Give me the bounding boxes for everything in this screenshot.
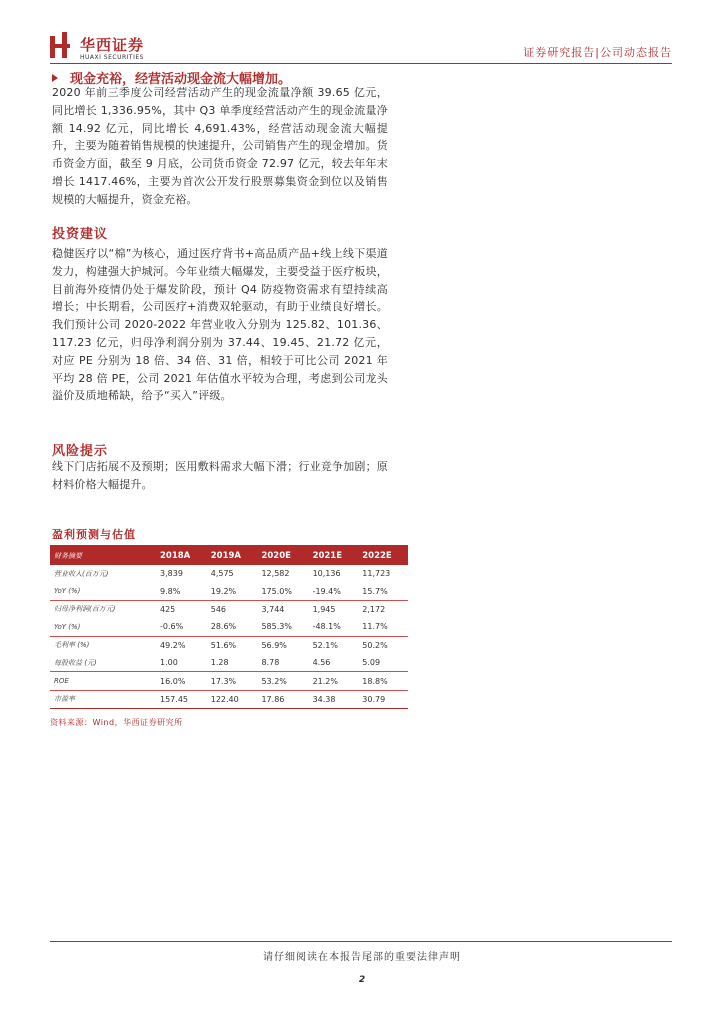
- table-row: [50, 565, 408, 582]
- financial-forecast-table: [50, 545, 408, 709]
- table-row: [50, 618, 408, 636]
- table-cell: 15.7%: [362, 586, 388, 596]
- row-label: 营业收入(百万元): [54, 569, 109, 578]
- row-label: 市盈率: [50, 690, 156, 708]
- table-title: 盈利预测与估值: [52, 528, 136, 541]
- table-cell: 425: [156, 600, 207, 618]
- table-cell: 16.0%: [156, 672, 207, 690]
- table-cell: 3,744: [257, 600, 308, 618]
- table-header-year: 2021E: [309, 546, 359, 565]
- table-source: 资料来源：Wind，华西证券研究所: [50, 718, 183, 727]
- table-cell: 8.78: [261, 658, 280, 668]
- table-cell: 17.86: [257, 690, 308, 708]
- risk-title: 风险提示: [52, 444, 109, 459]
- table-cell: 12,582: [261, 569, 290, 579]
- table-cell: 4.56: [312, 658, 331, 668]
- table-cell: 53.2%: [257, 672, 308, 690]
- row-label: YoY (%): [54, 587, 81, 596]
- table-cell: 546: [207, 600, 258, 618]
- table-cell: 56.9%: [257, 636, 308, 654]
- table-cell: 5.09: [362, 658, 381, 668]
- table-cell: 19.2%: [210, 586, 237, 596]
- table-cell: 4,575: [210, 569, 234, 579]
- table-cell: 21.2%: [309, 672, 359, 690]
- table-row: [50, 582, 408, 600]
- table-row: [50, 636, 408, 654]
- table-header-row: [50, 546, 408, 565]
- invest-title: 投资建议: [52, 227, 109, 242]
- row-label: 归母净利润(百万元): [50, 600, 156, 618]
- row-label: 每股收益 (元): [54, 658, 97, 667]
- invest-paragraph: 稳健医疗以“棉”为核心，通过医疗背书+高品质产品+线上线下渠道发力，构建强大护城河。今年业绩大幅爆发，主要受益于医疗板块，目前海外疫情仍处于爆发阶段，预计 Q4 防疫物资需求有望持续高增长；中长期看，公司医疗+消费双轮驱动，有助于业绩良好增长。我们预计公司 2020-2022 年营业收入分别为 125.82、101.36、117.23 亿元，归母净利润分别为 37.44、19.45、21.72 亿元，对应 PE 分别为 18 倍、34 倍、31 倍，相较于可比公司 2021 年平均 28 倍 PE，公司 2021 年估值水平较为合理，考虑到公司龙头溢价及质地稀缺，给予“买入”评级。: [52, 247, 388, 403]
- table-cell: 2,172: [358, 600, 408, 618]
- table-row: [50, 600, 408, 618]
- row-label: YoY (%): [54, 622, 81, 631]
- brand-name-cn: 华西证券: [80, 36, 145, 54]
- table-cell: 10,136: [312, 569, 341, 579]
- row-label: ROE: [50, 672, 156, 690]
- table-cell: 28.6%: [210, 622, 237, 632]
- table-header-label: 财务摘要: [50, 546, 156, 565]
- table-header-year: 2019A: [207, 546, 258, 565]
- table-header-year: 2018A: [156, 546, 207, 565]
- table-cell: 157.45: [156, 690, 207, 708]
- report-type: 证券研究报告|公司动态报告: [523, 46, 672, 59]
- row-label: 毛利率 (%): [50, 636, 156, 654]
- table-cell: -0.6%: [160, 622, 184, 632]
- huaxi-logo-icon: [50, 32, 70, 58]
- table-cell: 3,839: [160, 569, 183, 579]
- bullet-triangle-icon: [52, 74, 58, 82]
- table-cell: 1,945: [309, 600, 359, 618]
- table-cell: 11,723: [362, 569, 391, 579]
- table-cell: -48.1%: [312, 622, 341, 632]
- table-cell: 1.00: [160, 658, 178, 668]
- table-cell: 18.8%: [358, 672, 408, 690]
- table-cell: 1.28: [210, 658, 229, 668]
- table-header-year: 2022E: [358, 546, 408, 565]
- risk-paragraph: 线下门店拓展不及预期；医用敷料需求大幅下滑；行业竞争加剧；原材料价格大幅提升。: [52, 460, 388, 491]
- table-row: [50, 654, 408, 672]
- header-divider: [50, 63, 672, 64]
- table-cell: 52.1%: [309, 636, 359, 654]
- table-cell: 50.2%: [358, 636, 408, 654]
- cash-heading-text: 现金充裕，经营活动现金流大幅增加。: [70, 72, 292, 87]
- table-header-year: 2020E: [257, 546, 308, 565]
- table-cell: 585.3%: [261, 622, 292, 632]
- table-cell: 9.8%: [160, 586, 181, 596]
- table-cell: -19.4%: [312, 586, 341, 596]
- table-row: [50, 672, 408, 690]
- table-cell: 122.40: [207, 690, 258, 708]
- cash-paragraph: 2020 年前三季度公司经营活动产生的现金流量净额 39.65 亿元，同比增长 1,336.95%，其中 Q3 单季度经营活动产生的现金流量净额 14.92 亿元，同比增长 4,691.43%，经营活动现金流大幅提升，主要为随着销售规模的快速提升，公司销售产生的现金增加。货币资金方面，截至 9 月底，公司货币资金 72.97 亿元，较去年年末增长 1417.46%，主要为首次公开发行股票募集资金到位以及销售规模的大幅提升，资金充裕。: [52, 86, 388, 206]
- table-row: [50, 690, 408, 708]
- table-cell: 34.38: [309, 690, 359, 708]
- table-cell: 175.0%: [261, 586, 292, 596]
- legal-notice: 请仔细阅读在本报告尾部的重要法律声明: [263, 952, 461, 963]
- table-cell: 51.6%: [207, 636, 258, 654]
- table-cell: 17.3%: [207, 672, 258, 690]
- table-cell: 49.2%: [156, 636, 207, 654]
- table-cell: 11.7%: [362, 622, 388, 632]
- brand-name-en: HUAXI SECURITIES: [80, 54, 144, 61]
- table-cell: 30.79: [358, 690, 408, 708]
- page-number: 2: [358, 975, 366, 985]
- footer-divider: [50, 941, 672, 942]
